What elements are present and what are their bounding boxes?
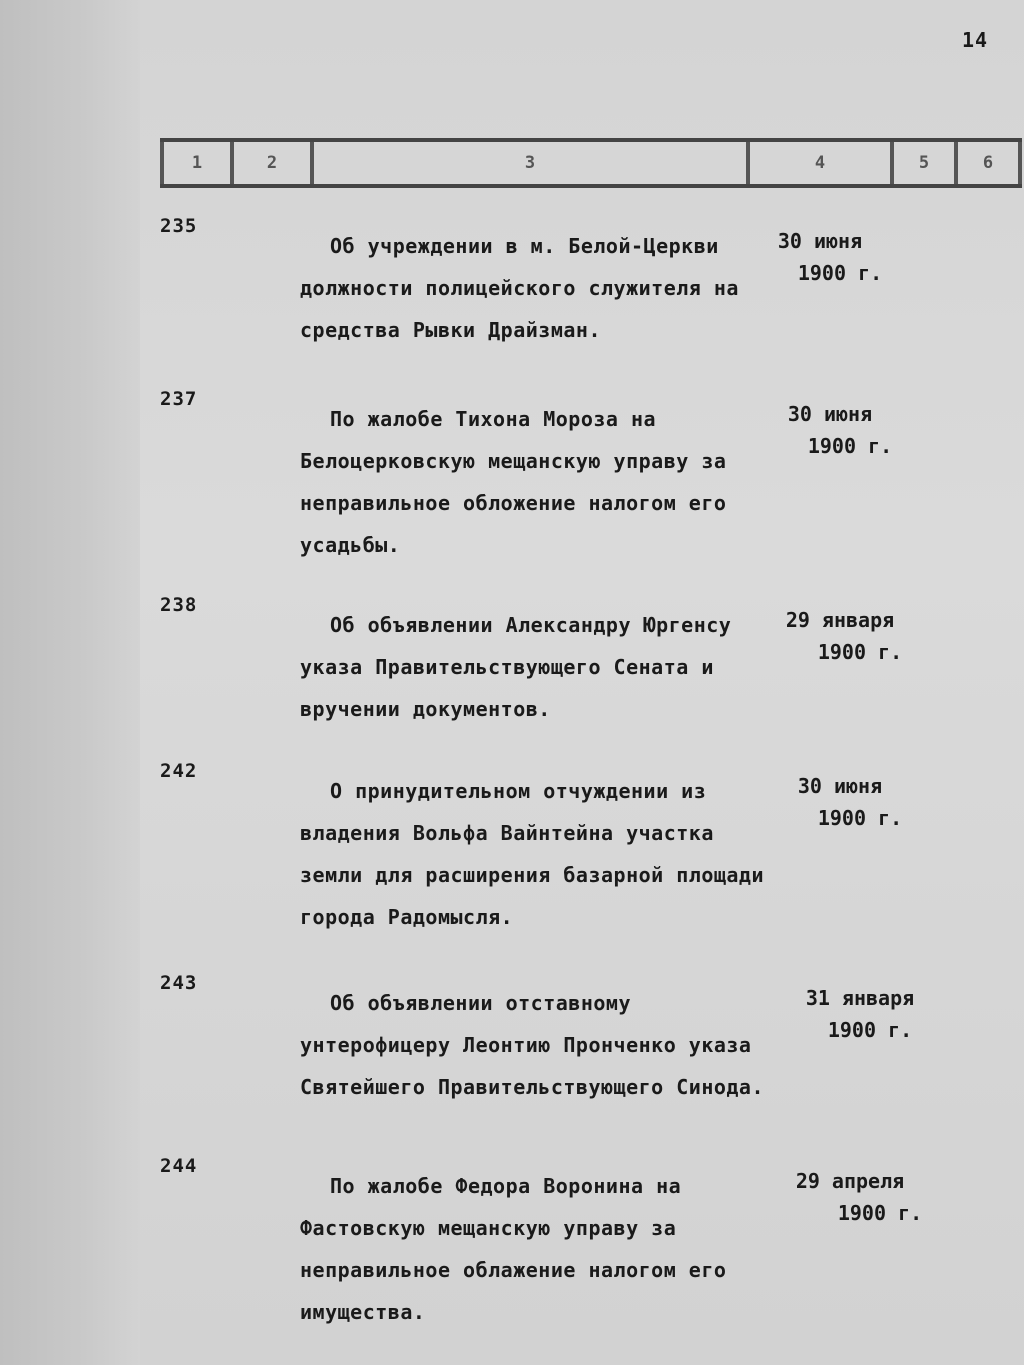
entry-number: 238 — [160, 594, 198, 616]
entry-date-day: 30 июня — [787, 402, 873, 426]
entry-date — [750, 398, 910, 462]
entry-title: О принудительном отчуждении из владения Вольфа Вайнтейна участка земли для расширения базарной площади города Радомысля. — [300, 779, 765, 929]
entry-number: 237 — [160, 388, 198, 410]
entry-date-year: 1900 г. — [817, 806, 903, 830]
entry-title: По жалобе Тихона Мороза на Белоцерковскую мещанскую управу за неправильное обложение налогом его усадьбы. — [300, 407, 727, 557]
entry-title: По жалобе Федора Воронина на Фастовскую мещанскую управу за неправильное облажение налогом его имущества. — [300, 1174, 727, 1324]
header-col-1: 1 — [160, 142, 234, 184]
entry-date — [770, 1165, 930, 1229]
entry-date-day: 30 июня — [777, 229, 863, 253]
entry-date-year: 1900 г. — [797, 261, 883, 285]
entry-date — [760, 604, 920, 668]
header-col-3: 3 — [314, 142, 750, 184]
entry-date-year: 1900 г. — [837, 1201, 923, 1225]
entry-title: Об объявлении отставному унтерофицеру Леонтию Пронченко указа Святейшего Правительствующего Синода. — [300, 991, 765, 1099]
page-number: 14 — [962, 28, 989, 52]
header-col-2: 2 — [234, 142, 314, 184]
entry-date — [780, 982, 940, 1046]
entry-number: 235 — [160, 215, 198, 237]
entry-date-day: 29 января — [785, 608, 895, 632]
table-header — [160, 138, 1022, 188]
entry-date-day: 29 апреля — [795, 1169, 905, 1193]
header-col-5: 5 — [894, 142, 958, 184]
entry-date-day: 31 января — [805, 986, 915, 1010]
entry-number: 242 — [160, 760, 198, 782]
entry-date — [740, 225, 900, 289]
header-col-6: 6 — [958, 142, 1022, 184]
entry-date-year: 1900 г. — [807, 434, 893, 458]
entry-number: 243 — [160, 972, 198, 994]
entry-date-day: 30 июня — [797, 774, 883, 798]
entry-date — [760, 770, 920, 834]
entry-date-year: 1900 г. — [817, 640, 903, 664]
entry-title: Об объявлении Александру Юргенсу указа Правительствующего Сената и вручении документов. — [300, 613, 732, 721]
entry-title: Об учреждении в м. Белой-Церкви должности полицейского служителя на средства Рывки Драйзман. — [300, 234, 739, 342]
entry-number: 244 — [160, 1155, 198, 1177]
header-col-4: 4 — [750, 142, 894, 184]
entry-date-year: 1900 г. — [827, 1018, 913, 1042]
adjacent-page-edge — [0, 0, 140, 1365]
